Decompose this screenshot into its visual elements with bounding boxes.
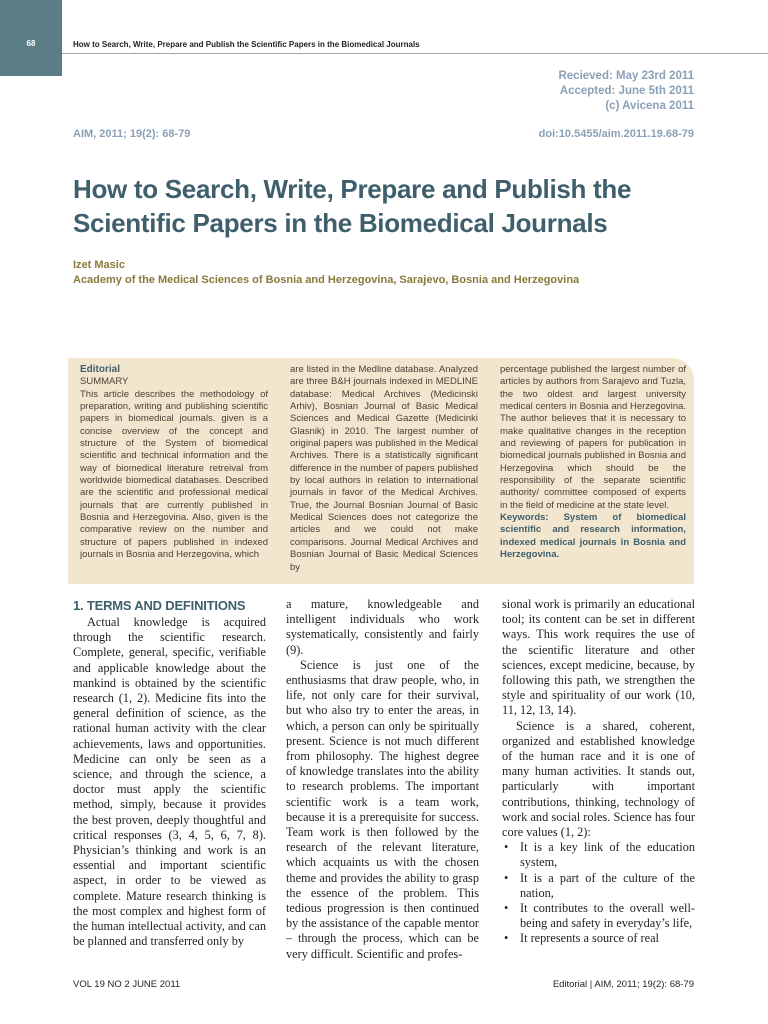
bullet-icon: • xyxy=(504,840,509,855)
list-item: • It is a key link of the education system, xyxy=(504,840,695,870)
abstract-column-1 xyxy=(80,364,268,562)
footer-citation: Editorial | AIM, 2011; 19(2): 68-79 xyxy=(552,979,694,990)
body-paragraph: sional work is primarily an educational tool; its content can be set in different ways. This work requires the use of the scientific literature and other sciences, except medicine, because, by following this path, we strengthen the style and spirituality of our work (10, 11, 12, 13, 14). xyxy=(502,597,695,718)
footer-volume: VOL 19 NO 2 JUNE 2011 xyxy=(73,979,181,990)
page-number-box xyxy=(0,0,62,76)
list-item: • It is a part of the culture of the nation, xyxy=(504,870,695,900)
keywords: Keywords: System of biomedical scientific and research information, indexed medical journals in Bosnia and Herzegovina. xyxy=(500,512,686,561)
author-affiliation: Academy of the Medical Sciences of Bosnia and Herzegovina, Sarajevo, Bosnia and Herzegovina xyxy=(73,274,580,286)
bullet-icon: • xyxy=(504,901,509,916)
abstract-text-3: percentage published the largest number of articles by authors from Sarajevo and Tuzla, the two oldest and largest university medical centers in Bosnia and Herzegovina. The author believes that it is necessary to make qualitative changes in the reception and reviewing of papers for publication in biomedical journals published in Bosnia and Herzegovina which should be the responsibility of the separate scientific authority/ committee composed of experts in the field of medicine at the state level. xyxy=(500,364,686,511)
page-number: 68 xyxy=(26,39,36,48)
bullet-icon: • xyxy=(504,931,509,946)
abstract-text-2: are listed in the Medline database. Analyzed are three B&H journals indexed in MEDLINE database: Medical Archives (Medicinski Arhiv), Bosnian Journal of Basic Medical Sciences and Medical Gazette (Medicinki Glasnik) in 2010. The largest number of original papers was published in the Medical Archives. There is a statistically significant difference in the number of papers published by local authors in relation to international journals in favor of the Medical Archives. True, the Journal Bosnian Journal of Basic Medical Sciences does not categorize the articles and we could not make comparisons. Journal Medical Archives and Bosnian Journal of Basic Medical Sciences by xyxy=(290,364,478,573)
author-name: Izet Masic xyxy=(73,259,125,271)
accepted-date: Accepted: June 5th 2011 xyxy=(559,85,694,97)
list-item: • It represents a source of real xyxy=(504,931,659,946)
bullet-icon: • xyxy=(504,870,509,885)
journal-citation: AIM, 2011; 19(2): 68-79 xyxy=(73,128,191,140)
article-title: How to Search, Write, Prepare and Publish the Scientific Papers in the Biomedical Journals xyxy=(73,174,632,238)
list-item: • It contributes to the overall well-being and safety in everyday’s life, xyxy=(504,901,695,931)
body-paragraph: a mature, knowledgeable and intelligent individuals who work systematically, consistently and fairly (9). xyxy=(286,597,479,657)
body-column-2 xyxy=(286,597,479,962)
copyright-line: (c) Avicena 2011 xyxy=(605,100,694,112)
article-category: Editorial xyxy=(80,364,121,375)
section-heading: 1. TERMS AND DEFINITIONS xyxy=(73,598,246,613)
body-paragraph: Science is just one of the enthusiasms that draw people, who, in life, not only care for their survival, but who also try to enter the areas, in which, a person can only be spiritually present. Science is not much different from philosophy. The highest degree of knowledge translates into the ability to research problems. The important scientific work is a team work, because it is a prerequisite for success. Team work is then followed by the research of the relevant literature, which acquaints us with the chosen theme and provides the ability to grasp the essence of the problem. This tedious progression is then continued by the assistance of the capable mentor – through the process, which can be very difficult. Scientific and profes- xyxy=(286,657,479,961)
doi-link[interactable]: doi:10.5455/aim.2011.19.68-79 xyxy=(538,128,694,140)
header-rule xyxy=(62,53,768,54)
core-values-list xyxy=(502,840,695,946)
abstract-column-2 xyxy=(290,364,478,574)
body-paragraph: Actual knowledge is acquired through the scientific research. Complete, general, specific, verifiable and applicable knowledge about the mankind is obtained by the scientific research (1, 2). Medicine fits into the general definition of science, as the rational human activity with the clear achievements, laws and opportunities. Medicine can only be seen as a science, and through the science, a doctor must apply the scientific method, simply, because it provides the best proven, deeply thoughtful and critical responses (3, 4, 5, 6, 7, 8). Physician’s thinking and work is an essential and important scientific aspect, in order to be viewed as complete. Mature research thinking is the most complex and highest form of the human intellectual activity, and can be planned and transferred only by xyxy=(73,615,266,949)
article-dates xyxy=(558,69,694,114)
body-column-3 xyxy=(502,597,695,947)
body-column-1 xyxy=(73,597,266,949)
abstract-box xyxy=(68,358,694,584)
running-head: How to Search, Write, Prepare and Publish the Scientific Papers in the Biomedical Journals xyxy=(73,40,420,49)
summary-label: SUMMARY xyxy=(80,376,129,388)
abstract-text-1: This article describes the methodology of preparation, writing and publishing scientific papers in biomedical journals. given is a concise overview of the concept and structure of the System of biomedical scientific and technical information and the way of biomedical literature retreival from worldwide biomedical databases. Described are the scientific and professional medical journals that are currently published in Bosnia and Herzegovina. Also, given is the comparative review on the number and structure of papers published in indexed journals in Bosnia and Herzegovina, which xyxy=(80,388,268,561)
abstract-column-3 xyxy=(500,364,686,562)
body-paragraph: Science is a shared, coherent, organized and established knowledge of the human race and it is one of many human activities. It stands out, particularly with important contributions, thinking, technology of work and social roles. Science has four core values (1, 2): xyxy=(502,718,695,840)
received-date: Recieved: May 23rd 2011 xyxy=(558,70,694,82)
